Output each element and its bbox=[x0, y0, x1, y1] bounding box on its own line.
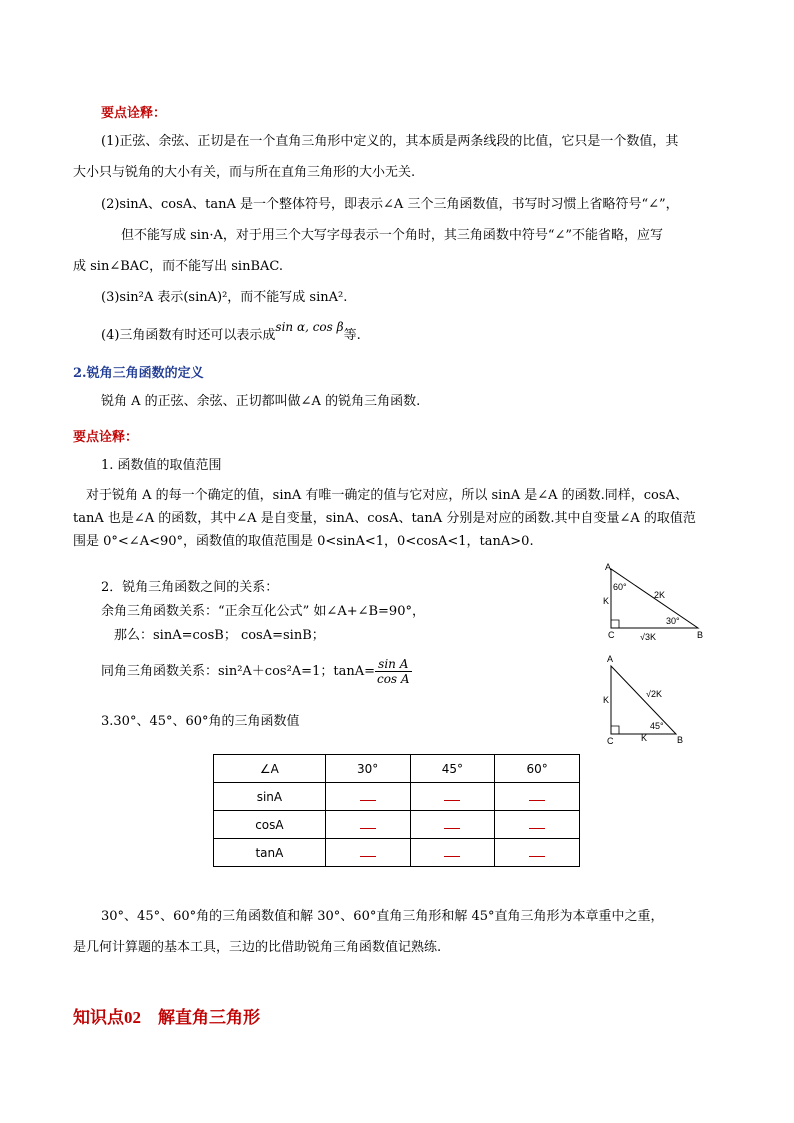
item-2-same-angle bbox=[101, 657, 412, 686]
answer-blank[interactable] bbox=[529, 790, 545, 801]
side-left-label: K bbox=[603, 695, 610, 705]
answer-blank[interactable] bbox=[360, 818, 376, 829]
definition-heading: 2.锐角三角函数的定义 bbox=[73, 366, 204, 381]
tan-fraction bbox=[375, 657, 412, 686]
notes-heading-1: 要点诠释： bbox=[101, 106, 167, 121]
section-title: 知识点02 解直角三角形 bbox=[73, 1008, 260, 1027]
table-header-cell: 60° bbox=[495, 755, 580, 783]
note-4 bbox=[101, 320, 361, 345]
note-4-formula: sin α, cos β bbox=[275, 320, 344, 334]
vertex-b-label: B bbox=[677, 735, 684, 745]
answer-blank[interactable] bbox=[529, 818, 545, 829]
right-angle-mark bbox=[611, 620, 619, 628]
table-header-cell: 45° bbox=[410, 755, 495, 783]
vertex-a-label: A bbox=[605, 562, 612, 572]
item-2-same-angle-text: 同角三角函数关系：sin²A＋cos²A=1；tanA= bbox=[101, 664, 375, 679]
note-4-post: 等. bbox=[343, 328, 361, 343]
row-label: sinA bbox=[214, 783, 326, 811]
item-1-line-1: 对于锐角 A 的每一个确定的值，sinA 有唯一确定的值与它对应，所以 sinA 是∠A 的函数.同样，cosA、 bbox=[86, 488, 688, 503]
table-header-cell: ∠A bbox=[214, 755, 326, 783]
note-1-line-1: (1)正弦、余弦、正切是在一个直角三角形中定义的，其本质是两条线段的比值，它只是一个数值，其 bbox=[101, 134, 679, 149]
item-2-then: 那么：sinA=cosB； cosA=sinB； bbox=[114, 628, 325, 643]
note-4-pre: (4)三角函数有时还可以表示成 bbox=[101, 328, 276, 343]
fraction-denominator: cos A bbox=[376, 672, 410, 686]
summary-line-2: 是几何计算题的基本工具，三边的比借助锐角三角函数值记熟练. bbox=[73, 940, 442, 955]
hypotenuse-label: √2K bbox=[646, 689, 662, 699]
notes-heading-2: 要点诠释： bbox=[73, 430, 139, 445]
angle-b-label: 45° bbox=[650, 721, 664, 731]
answer-blank[interactable] bbox=[529, 846, 545, 857]
angle-a-label: 60° bbox=[613, 582, 627, 592]
answer-blank[interactable] bbox=[444, 818, 460, 829]
note-2-line-1: (2)sinA、cosA、tanA 是一个整体符号，即表示∠A 三个三角函数值，书写时习惯上省略符号“∠”， bbox=[101, 197, 679, 212]
answer-blank[interactable] bbox=[360, 790, 376, 801]
blank-cell[interactable] bbox=[325, 783, 410, 811]
table-row bbox=[214, 783, 580, 811]
vertex-c-label: C bbox=[607, 736, 614, 746]
answer-blank[interactable] bbox=[360, 846, 376, 857]
blank-cell[interactable] bbox=[325, 839, 410, 867]
definition-text: 锐角 A 的正弦、余弦、正切都叫做∠A 的锐角三角函数. bbox=[101, 394, 421, 409]
note-2-line-3: 成 sin∠BAC，而不能写出 sinBAC. bbox=[73, 259, 284, 274]
item-3-title: 3.30°、45°、60°角的三角函数值 bbox=[101, 714, 300, 729]
blank-cell[interactable] bbox=[495, 839, 580, 867]
blank-cell[interactable] bbox=[495, 783, 580, 811]
answer-blank[interactable] bbox=[444, 790, 460, 801]
blank-cell[interactable] bbox=[410, 811, 495, 839]
triangle-outline bbox=[611, 666, 676, 734]
vertex-a-label: A bbox=[607, 654, 614, 664]
row-label: cosA bbox=[214, 811, 326, 839]
right-angle-mark bbox=[611, 726, 619, 734]
table-row bbox=[214, 811, 580, 839]
hypotenuse-label: 2K bbox=[654, 590, 666, 600]
note-1-line-2: 大小只与锐角的大小有关，而与所在直角三角形的大小无关. bbox=[73, 165, 416, 180]
trig-values-table bbox=[213, 754, 580, 867]
note-3: (3)sin²A 表示(sinA)²，而不能写成 sinA². bbox=[101, 290, 348, 305]
bottom-side-label: √3K bbox=[640, 632, 656, 642]
triangle-45-diagram bbox=[598, 652, 693, 747]
blank-cell[interactable] bbox=[410, 783, 495, 811]
side-left-label: K bbox=[603, 596, 610, 606]
item-2-complementary: 余角三角函数关系：“正余互化公式” 如∠A+∠B=90°， bbox=[101, 604, 425, 619]
row-label: tanA bbox=[214, 839, 326, 867]
item-1-title: 1. 函数值的取值范围 bbox=[101, 458, 222, 473]
vertex-b-label: B bbox=[697, 630, 704, 640]
triangle-30-60-diagram bbox=[598, 562, 708, 644]
table-row bbox=[214, 839, 580, 867]
blank-cell[interactable] bbox=[495, 811, 580, 839]
answer-blank[interactable] bbox=[444, 846, 460, 857]
table-header-cell: 30° bbox=[325, 755, 410, 783]
table-header-row bbox=[214, 755, 580, 783]
item-1-line-3: 围是 0°<∠A<90°，函数值的取值范围是 0<sinA<1，0<cosA<1，tanA>0. bbox=[73, 534, 534, 549]
fraction-numerator: sin A bbox=[375, 657, 412, 672]
vertex-c-label: C bbox=[608, 630, 615, 640]
note-2-line-2: 但不能写成 sin·A，对于用三个大写字母表示一个角时，其三角函数中符号“∠”不能省略，应写 bbox=[121, 228, 664, 243]
item-2-title: 2．锐角三角函数之间的关系： bbox=[101, 580, 279, 595]
item-1-line-2: tanA 也是∠A 的函数，其中∠A 是自变量，sinA、cosA、tanA 分别是对应的函数.其中自变量∠A 的取值范 bbox=[73, 511, 696, 526]
blank-cell[interactable] bbox=[410, 839, 495, 867]
angle-b-label: 30° bbox=[666, 616, 680, 626]
bottom-side-label: K bbox=[641, 733, 648, 743]
summary-line-1: 30°、45°、60°角的三角函数值和解 30°、60°直角三角形和解 45°直角三角形为本章重中之重， bbox=[101, 909, 664, 924]
blank-cell[interactable] bbox=[325, 811, 410, 839]
